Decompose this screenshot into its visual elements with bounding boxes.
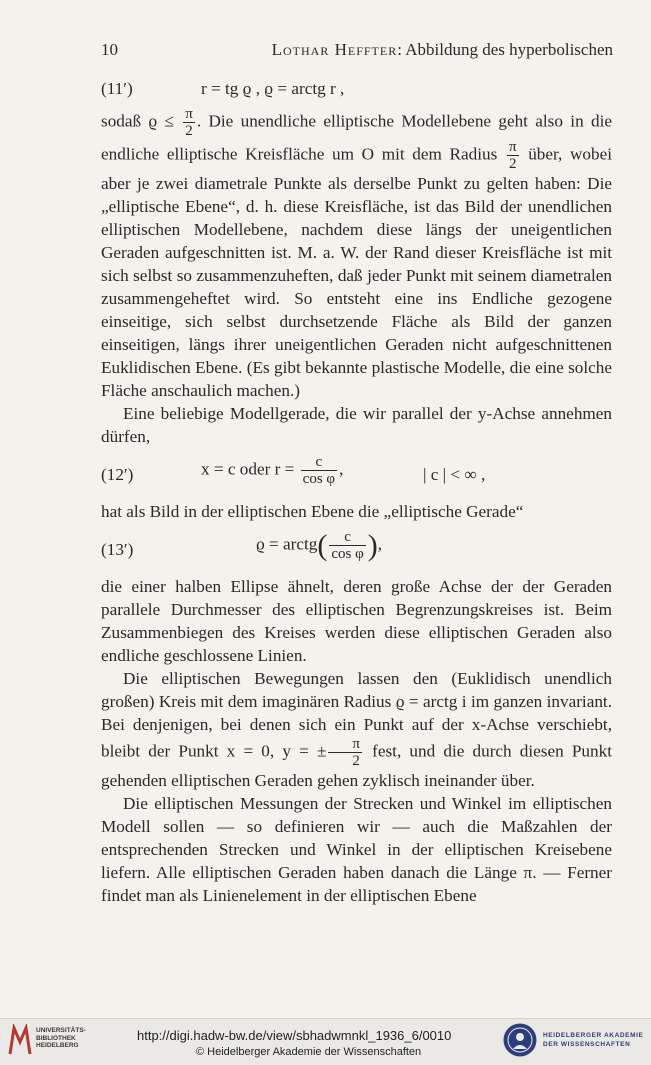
eq13-right-paren: ) [367, 529, 378, 562]
paragraph-5 [101, 667, 612, 792]
eq12-den: cos φ [302, 471, 336, 487]
academy-seal-icon [502, 1022, 538, 1058]
running-header-title: : Abbildung des hyperbolischen [397, 40, 613, 59]
p5-text-b: fest, und die durch diesen Punkt gehenden elliptischen Geraden gehen zyklisch ineinander über. [101, 741, 612, 790]
running-header [272, 40, 613, 60]
page-number: 10 [101, 40, 118, 59]
equation-13-label: (13′) [101, 540, 134, 559]
university-library-logo-icon [8, 1024, 32, 1056]
eq12-tail: , [339, 459, 344, 479]
p1-fraction-2 [507, 139, 519, 172]
library-line-2: BIBLIOTHEK [36, 1034, 76, 1042]
eq12-num: c [301, 454, 337, 471]
eq13-fraction [329, 529, 365, 562]
p5-fraction-den: 2 [352, 753, 360, 769]
academy-line-2: DER WISSENSCHAFTEN [543, 1040, 631, 1048]
eq13-tail: , [377, 534, 383, 554]
p1-fraction-2-num: π [508, 139, 517, 155]
equation-12 [101, 450, 612, 498]
running-header-author: Lothar Heffter [271, 40, 398, 59]
eq13-den: cos φ [331, 546, 364, 562]
paragraph-4: die einer halben Ellipse ähnelt, deren große Achse der der Geraden parallele Durchmesser des elliptischen Begrenzungskreises ist. Beim Zusammenbiegen des Kreises werden diese elliptischen Geraden also endliche geschlossene Linien. [101, 577, 612, 665]
equation-12-label: (12′) [101, 465, 134, 484]
equation-11-expression: r = tg ϱ , ϱ = arctg r , [201, 79, 345, 98]
p1-fraction-num: π [185, 106, 193, 122]
p1-fraction-2-den: 2 [508, 156, 517, 172]
library-line-1: UNIVERSITÄTS- [36, 1027, 86, 1034]
paragraph-3: hat als Bild in der elliptischen Ebene die „elliptische Gerade“ [101, 502, 524, 521]
paragraph-2: Eine beliebige Modellgerade, die wir parallel der y-Achse annehmen dürfen, [101, 404, 612, 446]
eq12-lhs: x = c oder r = [201, 459, 295, 479]
equation-11 [101, 72, 612, 104]
academy-line-1: HEIDELBERGER AKADEMIE [543, 1032, 644, 1039]
p1-text-a: sodaß ϱ ≤ [101, 111, 174, 131]
p5-fraction-num: π [328, 736, 362, 753]
eq13-left-paren: ( [317, 529, 328, 562]
equation-12-expression [201, 454, 343, 487]
equation-11-label: (11′) [101, 79, 133, 98]
equation-13-expression [256, 529, 382, 562]
p5-fraction [328, 736, 362, 769]
eq13-lhs: ϱ = arctg [256, 534, 318, 554]
paragraph-6: Die elliptischen Messungen der Strecken und Winkel im elliptischen Modell sollen — so definieren wir — auch die Maßzahlen der entsprechenden Strecken und Winkel in der elliptischen Kreisebene liefern. Alle elliptischen Geraden haben danach die Länge π. — Ferner findet man als Linienelement in der elliptischen Ebene [101, 794, 612, 905]
eq12-fraction [301, 454, 337, 487]
page-body [101, 70, 612, 907]
eq13-num: c [329, 529, 365, 546]
university-library-label [36, 1027, 86, 1050]
academy-label [543, 1032, 643, 1049]
equation-12-condition: | c | < ∞ , [423, 465, 486, 484]
document-url-link[interactable]: http://digi.hadw-bw.de/view/sbhadwmnkl_1936_6/0010 [137, 1028, 452, 1043]
p1-text-b: . Die unendliche elliptische Modellebene geht also in die endliche elliptische Kreisfläche um O mit dem Radius [101, 111, 612, 164]
paragraph-1 [101, 106, 612, 402]
library-line-3: HEIDELBERG [36, 1042, 79, 1049]
p1-fraction-den: 2 [185, 123, 193, 139]
equation-13 [101, 525, 612, 573]
copyright-notice: © Heidelberger Akademie der Wissenschaften [196, 1046, 422, 1058]
p1-fraction [183, 106, 195, 139]
p5-text-a: Die elliptischen Bewegungen lassen den (Euklidisch unendlich großen) Kreis mit dem imaginären Radius ϱ = arctg i im ganzen invariant. Bei denjenigen, bei denen sich ein Punkt auf der x-Achse verschiebt, bleibt der Punkt x = 0, y = ± [101, 669, 612, 761]
p1-text-c: über, wobei aber je zwei diametrale Punkte als derselbe Punkt zu gelten haben: Die „elliptische Ebene“, d. h. diese Kreisfläche, ist das Bild der unendlichen elliptischen Modellebene, nachdem diese längs der uneigentlichen Geraden aufgeschnitten ist. M. a. W. der Rand dieser Kreisfläche ist mit sich selbst so zusammenzuheften, daß jeder Punkt mit seinem diametralen zusammengeheftet wird. So entsteht eine ins Endliche gezogene einseitige, sich selbst durchsetzende Fläche als Bild der ganzen einseitigen, längs ihrer uneigentlichen Geraden nicht aufgeschnittenen Euklidischen Ebene. (Es gibt bekannte plastische Modelle, die eine solche Fläche anschaulich machen.) [101, 144, 612, 400]
